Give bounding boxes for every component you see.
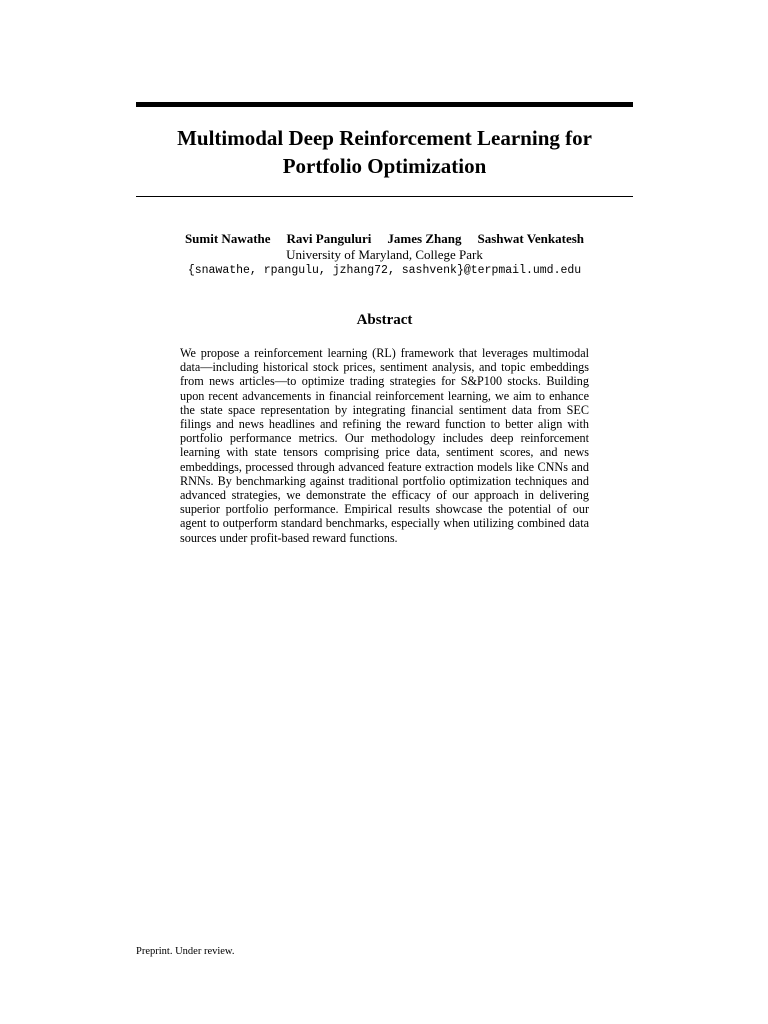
author-name: Sumit Nawathe bbox=[184, 231, 271, 246]
author-list bbox=[136, 230, 633, 247]
author-name: James Zhang bbox=[387, 231, 462, 246]
paper-title: Multimodal Deep Reinforcement Learning for Portfolio Optimization bbox=[177, 126, 592, 178]
author-name: Ravi Panguluri bbox=[286, 231, 372, 246]
preprint-footer: Preprint. Under review. bbox=[136, 946, 235, 957]
author-affiliation: University of Maryland, College Park bbox=[286, 247, 483, 262]
abstract-heading: Abstract bbox=[356, 312, 413, 328]
title-bottom-rule bbox=[136, 196, 633, 197]
author-block bbox=[136, 230, 633, 279]
author-emails: {snawathe, rpangulu, jzhang72, sashvenk}@terpmail.umd.edu bbox=[187, 264, 582, 277]
author-name: Sashwat Venkatesh bbox=[477, 231, 585, 246]
title-top-rule bbox=[136, 102, 633, 107]
abstract-body: We propose a reinforcement learning (RL) framework that leverages multimodal data—including historical stock prices, sentiment analysis, and topic embeddings from news articles—to optimize trading strategies for S&P100 stocks. Building upon recent advancements in financial reinforcement learning, we aim to enhance the state space representation by integrating financial sentiment data from SEC filings and news headlines and refining the reward function to better align with portfolio performance metrics. Our methodology includes deep reinforcement learning with state tensors comprising price data, sentiment scores, and news embeddings, processed through advanced feature extraction models like CNNs and RNNs. By benchmarking against traditional portfolio optimization techniques and advanced strategies, we demonstrate the efficacy of our approach in delivering superior portfolio performance. Empirical results showcase the potential of our agent to outperform standard benchmarks, especially when utilizing combined data sources under profit-based reward functions. bbox=[180, 346, 589, 545]
